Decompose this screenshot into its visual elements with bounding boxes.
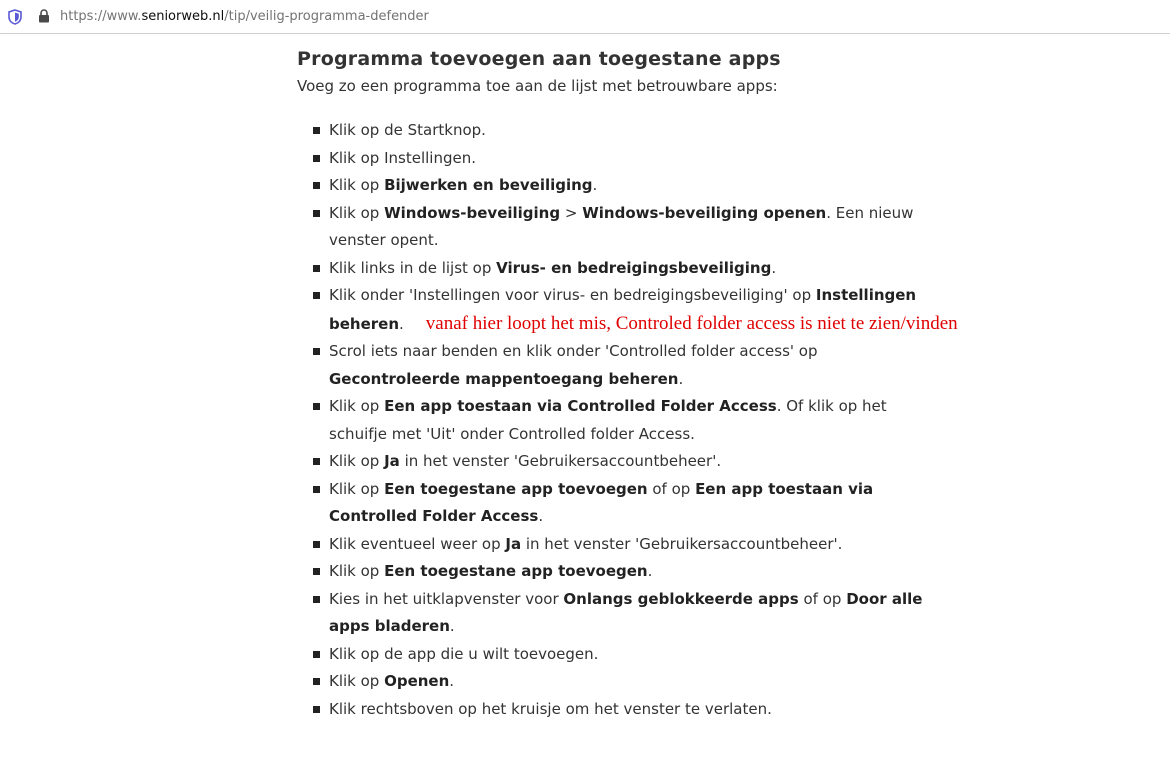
bullet-icon <box>313 348 320 355</box>
shield-icon[interactable] <box>8 9 22 25</box>
step-item <box>297 586 949 641</box>
step-text: . <box>592 176 598 194</box>
steps-list <box>297 117 958 723</box>
step-text: Scrol iets naar benden en klik onder 'Controlled folder access' op <box>329 342 818 360</box>
step-text: in het venster 'Gebruikersaccountbeheer'. <box>399 452 722 470</box>
step-bold-text: Windows-beveiliging openen <box>582 203 827 222</box>
step-item <box>297 117 949 145</box>
step-text: of op <box>647 479 696 498</box>
step-bold-text: Virus- en bedreigingsbeveiliging <box>496 258 772 277</box>
step-text: . <box>449 617 455 635</box>
bullet-icon <box>313 568 320 575</box>
step-bold-text: Bijwerken en beveiliging <box>384 176 593 194</box>
step-bold-text: Een app toestaan via Controlled Folder Access <box>384 397 777 415</box>
step-bold-text: Openen <box>384 672 450 690</box>
step-item <box>297 172 949 200</box>
bullet-icon <box>313 486 320 493</box>
step-text: . Een nieuw venster opent. <box>329 203 914 249</box>
step-item <box>297 255 949 283</box>
step-text: Klik op <box>329 479 385 498</box>
step-text: Klik onder 'Instellingen voor virus- en bedreigingsbeveiliging' op <box>329 286 816 304</box>
step-text: Klik op Instellingen. <box>329 148 476 167</box>
url-domain: seniorweb.nl <box>141 9 225 24</box>
step-item <box>297 145 949 173</box>
step-text: . <box>399 314 404 333</box>
bullet-icon <box>313 127 320 134</box>
step-text: Klik op <box>329 203 385 222</box>
bullet-icon <box>313 292 320 299</box>
step-text: Klik op <box>329 672 385 690</box>
step-bold-text: Gecontroleerde mappentoegang beheren <box>329 369 679 388</box>
step-text: Klik eventueel weer op <box>329 534 506 553</box>
step-item <box>297 668 949 696</box>
bullet-icon <box>313 651 320 658</box>
article-title: Programma toevoegen aan toegestane apps <box>297 48 781 70</box>
bullet-icon <box>313 458 320 465</box>
step-bold-text: Ja <box>384 452 400 470</box>
step-text: . <box>771 258 777 277</box>
step-item <box>297 641 949 669</box>
bullet-icon <box>313 678 320 685</box>
url-path: /tip/veilig-programma-defender <box>224 9 429 24</box>
step-text: Klik op de Startknop. <box>329 121 486 139</box>
step-bold-text: Windows-beveiliging <box>384 203 561 222</box>
url-prefix: https://www. <box>60 9 142 24</box>
step-text: > <box>560 203 583 222</box>
step-text: Klik rechtsboven op het kruisje om het venster te verlaten. <box>329 699 772 718</box>
step-text: Klik op <box>329 176 385 194</box>
step-text: . <box>678 369 684 388</box>
step-text: Klik op de app die u wilt toevoegen. <box>329 644 599 663</box>
step-item <box>297 696 949 724</box>
step-text: . Of klik op het schuifje met 'Uit' onder Controlled folder Access. <box>329 397 887 443</box>
step-text: Klik op <box>329 562 385 580</box>
step-bold-text: Ja <box>505 534 522 553</box>
red-annotation: vanaf hier loopt het mis, Controled folder access is niet te zien/vinden <box>425 312 958 334</box>
bullet-icon <box>313 541 320 548</box>
article-intro: Voeg zo een programma toe aan de lijst met betrouwbare apps: <box>297 77 778 95</box>
step-item <box>297 476 949 531</box>
step-bold-text: Instellingen beheren <box>329 286 917 333</box>
step-bold-text: Een toegestane app toevoegen <box>384 479 648 498</box>
step-text: Klik op <box>329 397 385 415</box>
step-text: in het venster 'Gebruikersaccountbeheer'. <box>521 534 843 553</box>
url-text[interactable] <box>60 9 429 25</box>
bullet-icon <box>313 210 320 217</box>
step-text: Klik op <box>329 452 385 470</box>
bullet-icon <box>313 403 320 410</box>
step-item <box>297 282 958 338</box>
bullet-icon <box>313 155 320 162</box>
step-bold-text: Een toegestane app toevoegen <box>384 562 648 580</box>
address-bar[interactable] <box>0 0 1170 34</box>
step-bold-text: Een app toestaan via Controlled Folder Access <box>329 479 874 525</box>
step-text: of op <box>798 589 847 608</box>
step-text: Klik links in de lijst op <box>329 258 497 277</box>
step-bold-text: Door alle apps bladeren <box>329 589 923 635</box>
step-item <box>297 448 949 476</box>
bullet-icon <box>313 265 320 272</box>
step-text: . <box>647 562 653 580</box>
step-item <box>297 393 949 448</box>
step-item <box>297 558 949 586</box>
lock-icon[interactable] <box>38 9 50 23</box>
step-item <box>297 200 949 255</box>
step-item <box>297 338 949 393</box>
step-text: . <box>538 507 544 525</box>
step-bold-text: Onlangs geblokkeerde apps <box>563 589 799 608</box>
step-text: . <box>449 672 455 690</box>
bullet-icon <box>313 596 320 603</box>
article-content <box>297 47 1057 718</box>
bullet-icon <box>313 706 320 713</box>
step-item <box>297 531 949 559</box>
step-text: Kies in het uitklapvenster voor <box>329 589 564 608</box>
bullet-icon <box>313 182 320 189</box>
